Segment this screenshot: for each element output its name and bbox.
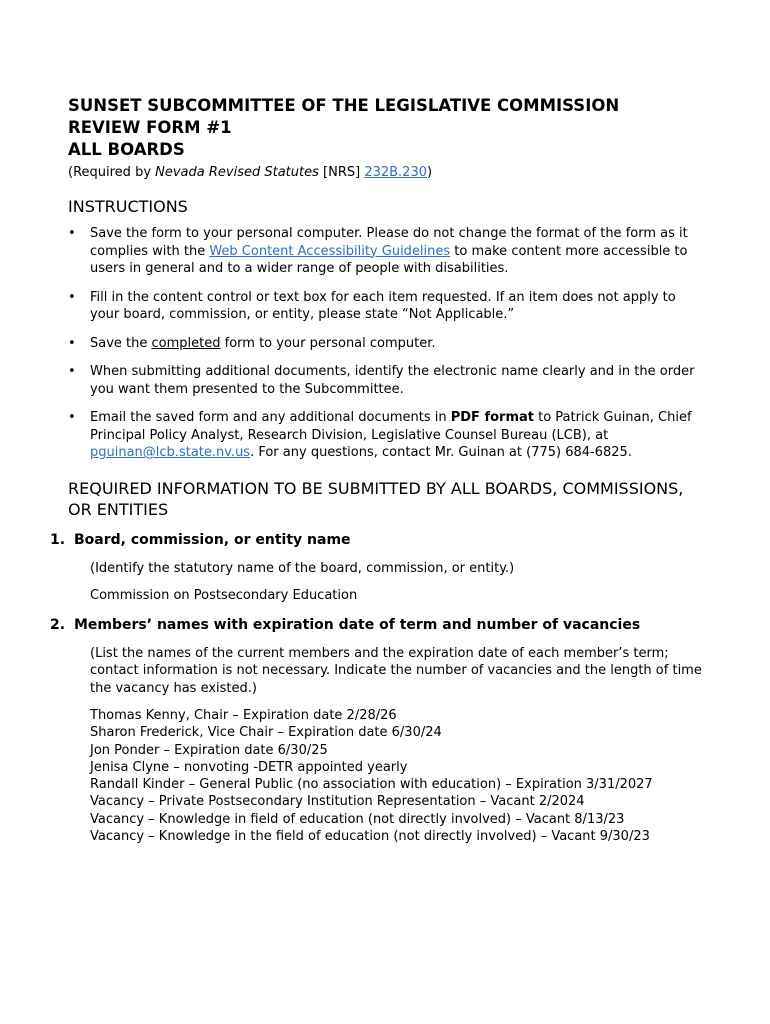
item-number: 2. — [50, 616, 66, 633]
instructions-list — [68, 225, 708, 462]
wcag-link[interactable]: Web Content Accessibility Guidelines — [209, 243, 451, 259]
bullet-icon: • — [68, 289, 76, 305]
members-list — [90, 707, 708, 845]
bullet-icon: • — [68, 410, 76, 425]
member-entry: Vacancy – Knowledge in the field of education (not directly involved) – Vacant 9/30/23 — [90, 829, 650, 845]
email-link[interactable]: pguinan@lcb.state.nv.us — [90, 445, 251, 460]
item-number: 1. — [50, 531, 66, 548]
title-line-3: ALL BOARDS — [68, 140, 185, 159]
required-prefix: (Required by — [68, 165, 156, 180]
bullet-icon: • — [68, 226, 76, 241]
nrs-232b-link[interactable]: 232B.230 — [364, 165, 427, 180]
instruction-text: Email the saved form and any additional documents in — [90, 410, 451, 425]
title-line-1: SUNSET SUBCOMMITTEE OF THE LEGISLATIVE COMMISSION — [68, 96, 620, 115]
instruction-text: When submitting additional documents, identify the electronic name clearly and in the order you want them presented to the Subcommittee. — [90, 364, 695, 397]
member-entry: Sharon Frederick, Vice Chair – Expiration date 6/30/24 — [90, 725, 442, 741]
document-content — [50, 95, 708, 845]
statute-name: Nevada Revised Statutes — [155, 165, 319, 180]
required-by-note — [68, 164, 708, 182]
form-title — [68, 95, 708, 161]
instruction-item — [68, 225, 708, 278]
instruction-item — [68, 289, 708, 324]
title-line-2: REVIEW FORM #1 — [68, 118, 232, 137]
member-entry: Randall Kinder – General Public (no association with education) – Expiration 3/31/2027 — [90, 777, 653, 793]
item-1-heading — [50, 530, 708, 550]
pdf-format-bold: PDF format — [450, 410, 534, 425]
instruction-item — [68, 363, 708, 398]
member-entry: Jenisa Clyne – nonvoting -DETR appointed yearly — [90, 759, 408, 775]
bullet-icon: • — [68, 364, 76, 379]
instruction-text: Save the form to your personal computer. Please do not change the format of the form as it complies with the — [90, 226, 688, 259]
required-suffix: ) — [427, 165, 433, 180]
instruction-text: to make content more accessible to users in general and to a wider range of people with disabilities. — [90, 243, 688, 276]
member-entry: Thomas Kenny, Chair – Expiration date 2/28/26 — [90, 708, 397, 723]
item-2-heading — [50, 615, 708, 635]
member-entry: Vacancy – Private Postsecondary Institution Representation – Vacant 2/2024 — [90, 794, 585, 810]
member-entry: Vacancy – Knowledge in field of education (not directly involved) – Vacant 8/13/23 — [90, 811, 625, 827]
item-title: Members’ names with expiration date of term and number of vacancies — [74, 616, 641, 633]
instruction-text: to Patrick Guinan, Chief Principal Policy Analyst, Research Division, Legislative Counsel Bureau (LCB), at — [90, 410, 692, 443]
instruction-text: . For any questions, contact Mr. Guinan at (775) 684-6825. — [250, 445, 632, 460]
instruction-text: Save the — [90, 335, 152, 351]
instruction-text: Fill in the content control or text box for each item requested. If an item does not apply to your board, commission, or entity, please state “Not Applicable.” — [90, 289, 676, 322]
item-title: Board, commission, or entity name — [74, 531, 351, 548]
member-entry: Jon Ponder – Expiration date 6/30/25 — [90, 742, 328, 758]
instruction-item — [68, 335, 708, 353]
instructions-heading: INSTRUCTIONS — [68, 197, 188, 216]
item-2-hint: (List the names of the current members and the expiration date of each member’s term; contact information is not necessary. Indicate the number of vacancies and the length of time the vacancy has existed.) — [90, 645, 702, 696]
nrs-abbrev: [NRS] — [318, 165, 365, 180]
required-info-heading: REQUIRED INFORMATION TO BE SUBMITTED BY ALL BOARDS, COMMISSIONS, OR ENTITIES — [68, 478, 684, 519]
item-1-answer: Commission on Postsecondary Education — [90, 588, 358, 603]
bullet-icon: • — [68, 335, 76, 351]
instruction-item — [68, 409, 708, 462]
completed-underlined: completed — [151, 335, 221, 351]
item-1-hint: (Identify the statutory name of the board, commission, or entity.) — [90, 560, 515, 576]
instruction-text: form to your personal computer. — [220, 335, 436, 351]
